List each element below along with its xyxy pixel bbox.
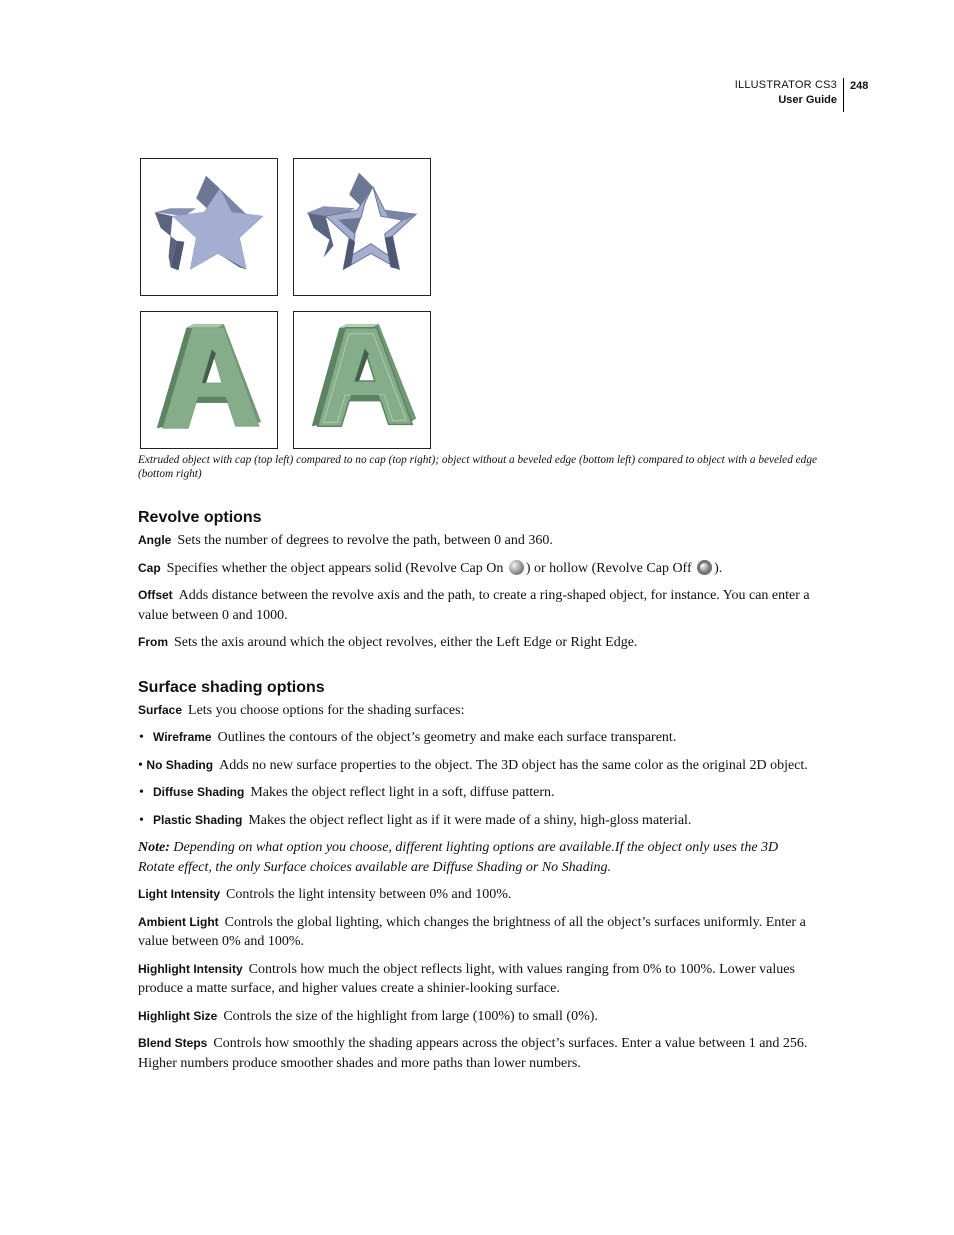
list-item [138,756,818,776]
cap-text-2: ) or hollow (Revolve Cap Off [525,560,692,576]
bullet-dot: • [139,785,144,800]
figure-caption: Extruded object with cap (top left) compared to no cap (top right); object without a beveled edge (bottom left) compared to object with a beveled edge (bottom right) [138,454,817,480]
blend-steps-term: Blend Steps [138,1036,208,1050]
angle-term: Angle [138,533,172,547]
highlight-size-paragraph [138,1007,818,1027]
header-title: ILLUSTRATOR CS3 [734,79,837,91]
ambient-light-term: Ambient Light [138,914,219,929]
plastic-shading-term: Plastic Shading [153,812,243,827]
page-number: 248 [850,80,869,92]
ambient-light-text: Controls the global lighting, which changes the brightness of all the object’s surfaces uniformly. Enter a value between 0% and 100%. [138,914,806,949]
cap-text-3: ). [714,560,723,576]
wireframe-text: Outlines the contours of the object’s geometry and make each surface transparent. [217,730,677,745]
running-header [735,78,844,112]
list-item [138,811,818,831]
surface-text: Lets you choose options for the shading surfaces: [188,702,465,718]
bullet-dot: • [139,812,144,828]
highlight-intensity-term: Highlight Intensity [138,961,243,976]
header-subtitle: User Guide [778,94,837,106]
list-item [138,728,818,748]
figure-a-with-bevel [293,311,431,449]
surface-term: Surface [138,702,183,717]
offset-text: Adds distance between the revolve axis and the path, to create a ring-shaped object, for instance. You can enter a value between 0 and 1000. [138,588,810,623]
no-shading-term: No Shading [146,757,214,772]
list-item [138,783,818,803]
angle-text: Sets the number of degrees to revolve the path, between 0 and 360. [177,533,553,548]
highlight-intensity-text: Controls how much the object reflects light, with values ranging from 0% to 100%. Lower values produce a matte surface, and higher values create a shinier-looking surface. [138,961,795,996]
note-text: Depending on what option you choose, different lighting options are available.If the object only uses the 3D Rotate effect, the only Surface choices available are Diffuse Shading or No Shading. [138,840,779,875]
angle-paragraph [138,531,818,551]
offset-paragraph [138,586,818,625]
surface-shading-heading: Surface shading options [138,678,325,696]
bullet-dot: • [139,730,144,745]
cap-term: Cap [138,560,161,575]
plastic-shading-text: Makes the object reflect light as if it were made of a shiny, high-gloss material. [248,812,692,828]
figure-star-with-cap [140,158,278,296]
from-paragraph [138,633,818,653]
ambient-light-paragraph [138,913,818,952]
figure-star-without-cap [293,158,431,296]
blend-steps-paragraph [138,1034,818,1073]
no-shading-text: Adds no new surface properties to the object. The 3D object has the same color as the original 2D object. [219,757,808,773]
highlight-intensity-paragraph [138,960,818,999]
bullet-dot: • [138,757,147,773]
diffuse-shading-term: Diffuse Shading [153,785,245,799]
highlight-size-text: Controls the size of the highlight from large (100%) to small (0%). [223,1008,598,1024]
light-intensity-paragraph [138,885,818,905]
highlight-size-term: Highlight Size [138,1008,218,1023]
wireframe-term: Wireframe [153,730,212,744]
main-content [138,507,818,1081]
surface-paragraph [138,701,818,721]
cap-paragraph [138,559,818,579]
light-intensity-term: Light Intensity [138,887,220,901]
light-intensity-text: Controls the light intensity between 0% and 100%. [226,887,512,902]
offset-term: Offset [138,588,173,602]
blend-steps-text: Controls how smoothly the shading appears across the object’s surfaces. Enter a value between 1 and 256. Higher numbers produce smoother shades and more paths than lower numbers. [138,1036,808,1071]
from-text: Sets the axis around which the object revolves, either the Left Edge or Right Edge. [174,635,638,650]
revolve-cap-on-icon [509,560,524,575]
cap-text-1: Specifies whether the object appears solid (Revolve Cap On [166,560,504,576]
note-label: Note: [138,840,170,855]
revolve-options-heading: Revolve options [138,509,262,526]
figure-a-without-bevel [140,311,278,449]
diffuse-shading-text: Makes the object reflect light in a soft, diffuse pattern. [250,785,555,800]
note-paragraph [138,838,818,877]
from-term: From [138,635,168,649]
revolve-cap-off-icon [697,560,712,575]
